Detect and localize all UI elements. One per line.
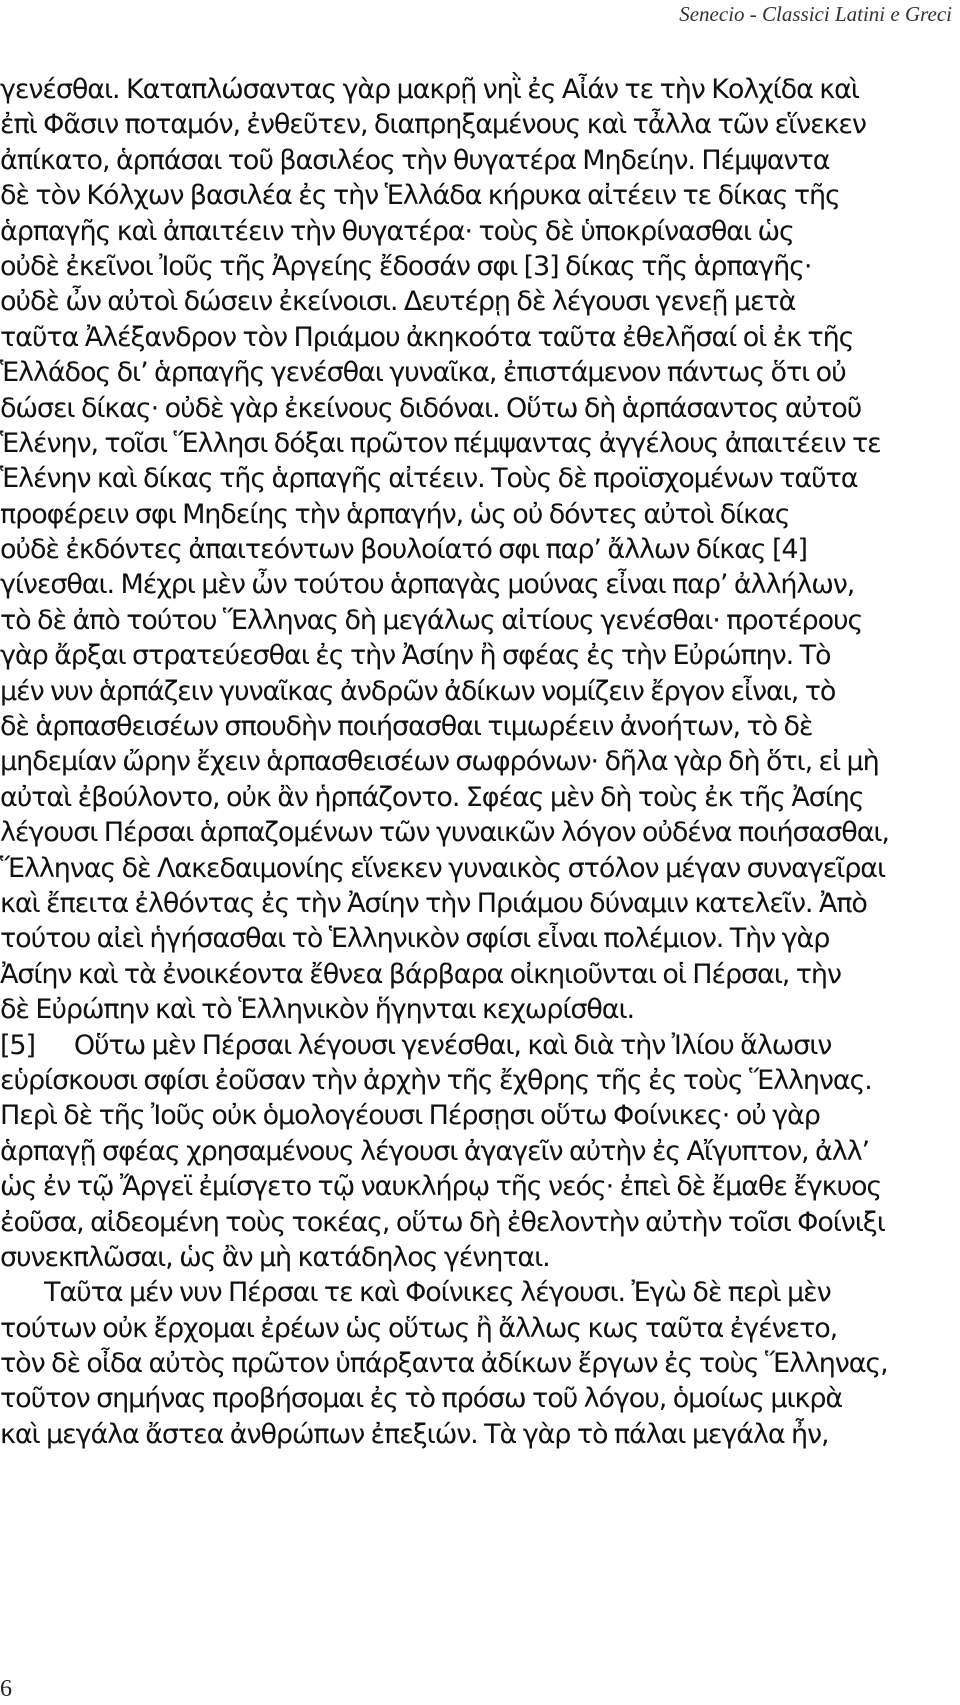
text-line: δώσει δίκας· οὐδὲ γὰρ ἐκείνους διδόναι. Οὕτω δὴ ἁρπάσαντος αὐτοῦ bbox=[0, 392, 862, 424]
text-line: λέγουσι Πέρσαι ἁρπαζομένων τῶν γυναικῶν λόγον οὐδένα ποιήσασθαι, bbox=[0, 817, 889, 849]
text-line: Περὶ δὲ τῆς Ἰοῦς οὐκ ὁμολογέουσι Πέρσῃσι οὕτω Φοίνικες· οὐ γὰρ bbox=[0, 1100, 820, 1132]
text-line: οὐδὲ ὦν αὐτοὶ δώσειν ἐκείνοισι. Δευτέρῃ δὲ λέγουσι γενεῇ μετὰ bbox=[0, 286, 796, 318]
text-line: τούτου αἰεὶ ἡγήσασθαι τὸ Ἑλληνικὸν σφίσι εἶναι πολέμιον. Τὴν γὰρ bbox=[0, 923, 830, 955]
text-line: τὸ δὲ ἀπὸ τούτου Ἕλληνας δὴ μεγάλως αἰτίους γενέσθαι· προτέρους bbox=[0, 604, 863, 636]
text-line: μέν νυν ἁρπάζειν γυναῖκας ἀνδρῶν ἀδίκων νομίζειν ἔργον εἶναι, τὸ bbox=[0, 675, 836, 707]
text-line: Ἀσίην καὶ τὰ ἐνοικέοντα ἔθνεα βάρβαρα οἰκηιοῦνται οἱ Πέρσαι, τὴν bbox=[0, 958, 841, 990]
text-line: τοῦτον σημήνας προβήσομαι ἐς τὸ πρόσω τοῦ λόγου, ὁμοίως μικρὰ bbox=[0, 1383, 843, 1415]
text-line: εὑρίσκουσι σφίσι ἐοῦσαν τὴν ἀρχὴν τῆς ἔχθρης τῆς ἐς τοὺς Ἕλληνας. bbox=[0, 1064, 872, 1096]
text-line: συνεκπλῶσαι, ὡς ἂν μὴ κατάδηλος γένηται. bbox=[0, 1241, 550, 1273]
text-line: αὐταὶ ἐβούλοντο, οὐκ ἂν ἡρπάζοντο. Σφέας μὲν δὴ τοὺς ἐκ τῆς Ἀσίης bbox=[0, 781, 864, 813]
text-line: προφέρειν σφι Μηδείης τὴν ἁρπαγήν, ὡς οὐ δόντες αὐτοὶ δίκας bbox=[0, 498, 790, 530]
text-line: οὐδὲ ἐκδόντες ἀπαιτεόντων βουλοίατό σφι παρ’ ἄλλων δίκας [4] bbox=[0, 534, 807, 566]
text-line: ταῦτα Ἀλέξανδρον τὸν Πριάμου ἀκηκοότα ταῦτα ἐθελῆσαί οἱ ἐκ τῆς bbox=[0, 321, 854, 353]
text-line: γὰρ ἄρξαι στρατεύεσθαι ἐς τὴν Ἀσίην ἢ σφέας ἐς τὴν Εὐρώπην. Τὸ bbox=[0, 640, 831, 672]
text-line: ἁρπαγῆς καὶ ἀπαιτέειν τὴν θυγατέρα· τοὺς δὲ ὑποκρίνασθαι ὡς bbox=[0, 215, 794, 247]
page-number: 6 bbox=[0, 1676, 12, 1702]
text-line: Ἕλληνας δὲ Λακεδαιμονίης εἵνεκεν γυναικὸς στόλον μέγαν συναγεῖραι bbox=[0, 852, 886, 884]
text-line: Ἑλλάδος δι’ ἁρπαγῆς γενέσθαι γυναῖκα, ἐπιστάμενον πάντως ὅτι οὐ bbox=[0, 357, 846, 389]
text-line: μηδεμίαν ὤρην ἔχειν ἁρπασθεισέων σωφρόνων· δῆλα γὰρ δὴ ὅτι, εἰ μὴ bbox=[0, 746, 879, 778]
text-line: Ταῦτα μέν νυν Πέρσαι τε καὶ Φοίνικες λέγουσι. Ἐγὼ δὲ περὶ μὲν bbox=[44, 1277, 831, 1309]
text-line: τούτων οὐκ ἔρχομαι ἐρέων ὡς οὕτως ἢ ἄλλως κως ταῦτα ἐγένετο, bbox=[0, 1312, 838, 1344]
text-line: [5] Οὕτω μὲν Πέρσαι λέγουσι γενέσθαι, καὶ διὰ τὴν Ἰλίου ἅλωσιν bbox=[0, 1029, 832, 1061]
text-line: οὐδὲ ἐκεῖνοι Ἰοῦς τῆς Ἀργείης ἔδοσάν σφι [3] δίκας τῆς ἁρπαγῆς· bbox=[0, 250, 812, 282]
greek-text-body bbox=[0, 72, 956, 1452]
text-line: δὲ τὸν Κόλχων βασιλέα ἐς τὴν Ἑλλάδα κήρυκα αἰτέειν τε δίκας τῆς bbox=[0, 180, 840, 212]
text-line: γίνεσθαι. Μέχρι μὲν ὦν τούτου ἁρπαγὰς μούνας εἶναι παρ’ ἀλλήλων, bbox=[0, 569, 855, 601]
text-line: Ἑλένην καὶ δίκας τῆς ἁρπαγῆς αἰτέειν. Τοὺς δὲ προϊσχομένων ταῦτα bbox=[0, 463, 858, 495]
text-line: Ἑλένην, τοῖσι Ἕλλησι δόξαι πρῶτον πέμψαντας ἀγγέλους ἀπαιτέειν τε bbox=[0, 427, 881, 459]
text-line: ὡς ἐν τῷ Ἄργεϊ ἐμίσγετο τῷ ναυκλήρῳ τῆς νεός· ἐπεὶ δὲ ἔμαθε ἔγκυος bbox=[0, 1171, 882, 1203]
text-line: ἐοῦσα, αἰδεομένη τοὺς τοκέας, οὕτω δὴ ἐθελοντὴν αὐτὴν τοῖσι Φοίνιξι bbox=[0, 1206, 885, 1238]
text-line: δὲ Εὐρώπην καὶ τὸ Ἑλληνικὸν ἥγηνται κεχωρίσθαι. bbox=[0, 994, 635, 1026]
text-line: τὸν δὲ οἶδα αὐτὸς πρῶτον ὑπάρξαντα ἀδίκων ἔργων ἐς τοὺς Ἕλληνας, bbox=[0, 1348, 888, 1380]
text-line: γενέσθαι. Καταπλώσαντας γὰρ μακρῇ νηῒ ἐς Αἶάν τε τὴν Κολχίδα καὶ bbox=[0, 74, 859, 105]
text-line: καὶ μεγάλα ἄστεα ἀνθρώπων ἐπεξιών. Τὰ γὰρ τὸ πάλαι μεγάλα ἦν, bbox=[0, 1418, 829, 1450]
text-line: ἐπὶ Φᾶσιν ποταμόν, ἐνθεῦτεν, διαπρηξαμένους καὶ τἆλλα τῶν εἵνεκεν bbox=[0, 109, 866, 141]
running-header: Senecio - Classici Latini e Greci bbox=[679, 2, 952, 26]
text-line: ἁρπαγῇ σφέας χρησαμένους λέγουσι ἀγαγεῖν αὐτὴν ἐς Αἴγυπτον, ἀλλ’ bbox=[0, 1135, 869, 1167]
text-line: δὲ ἁρπασθεισέων σπουδὴν ποιήσασθαι τιμωρέειν ἀνοήτων, τὸ δὲ bbox=[0, 711, 813, 743]
text-line: καὶ ἔπειτα ἐλθόντας ἐς τὴν Ἀσίην τὴν Πριάμου δύναμιν κατελεῖν. Ἀπὸ bbox=[0, 887, 867, 919]
text-line: ἀπίκατο, ἁρπάσαι τοῦ βασιλέος τὴν θυγατέρα Μηδείην. Πέμψαντα bbox=[0, 144, 830, 176]
